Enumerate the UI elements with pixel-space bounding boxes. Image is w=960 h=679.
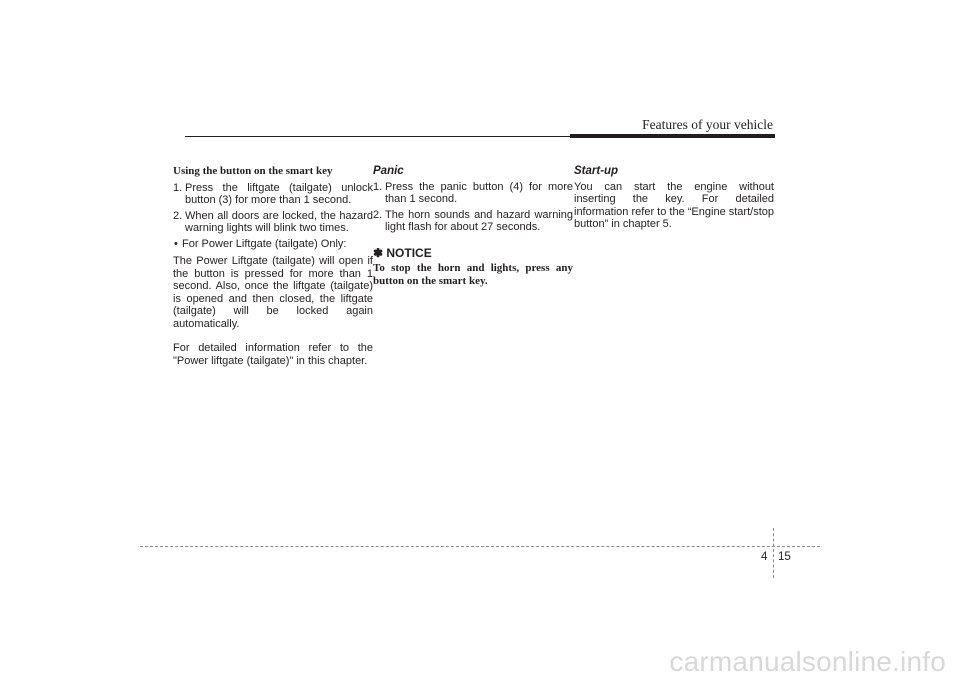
section-header-title: Features of your vehicle [642, 117, 773, 132]
list-item [373, 209, 573, 234]
footer-page-separator [773, 528, 774, 578]
subheading-start-up: Start-up [574, 165, 619, 177]
paragraph-start-up: You can start the engine without inserting the key. For detailed information refer to the “Engine start/stop button” in chapter 5. [574, 180, 774, 230]
step-number: 1. [373, 180, 383, 193]
step-text: When all doors are locked, the hazard warning lights will blink two times. [185, 209, 373, 234]
step-text: Press the panic button (4) for more than 1 second. [385, 180, 573, 205]
list-item [373, 181, 573, 206]
step-text: The horn sounds and hazard warning light flash for about 27 seconds. [385, 208, 573, 233]
notice-title: ✽ NOTICE [373, 245, 432, 260]
footer-divider [140, 546, 820, 547]
list-item [173, 182, 373, 207]
paragraph-power-liftgate: The Power Liftgate (tailgate) will open if the button is pressed for more than 1 second. Also, once the liftgate (tailgate) is opened and then closed, the liftgate (tailgate) will be locked again automatically. [173, 255, 373, 330]
subheading-smart-key-button: Using the button on the smart key [173, 165, 333, 177]
bullet-text: For Power Liftgate (tailgate) Only: [182, 237, 347, 250]
page-number: 15 [778, 551, 791, 563]
list-item [173, 210, 373, 235]
subheading-panic: Panic [373, 165, 404, 177]
step-text: Press the liftgate (tailgate) unlock button (3) for more than 1 second. [185, 181, 373, 206]
list-item [173, 238, 373, 251]
watermark: carmanualsonline.info [669, 646, 946, 677]
header-divider-accent [570, 134, 775, 138]
paragraph-reference: For detailed information refer to the "Power liftgate (tailgate)" in this chapter. [173, 342, 373, 367]
step-number: 1. [173, 181, 183, 194]
step-number: 2. [373, 208, 383, 221]
notice-body: To stop the horn and lights, press any button on the smart key. [373, 262, 573, 287]
column-panic [373, 165, 573, 287]
step-number: 2. [173, 209, 183, 222]
chapter-number: 4 [761, 551, 768, 563]
column-start-up [574, 165, 774, 231]
column-smart-key-liftgate [173, 165, 373, 367]
bullet-icon: • [174, 237, 178, 250]
